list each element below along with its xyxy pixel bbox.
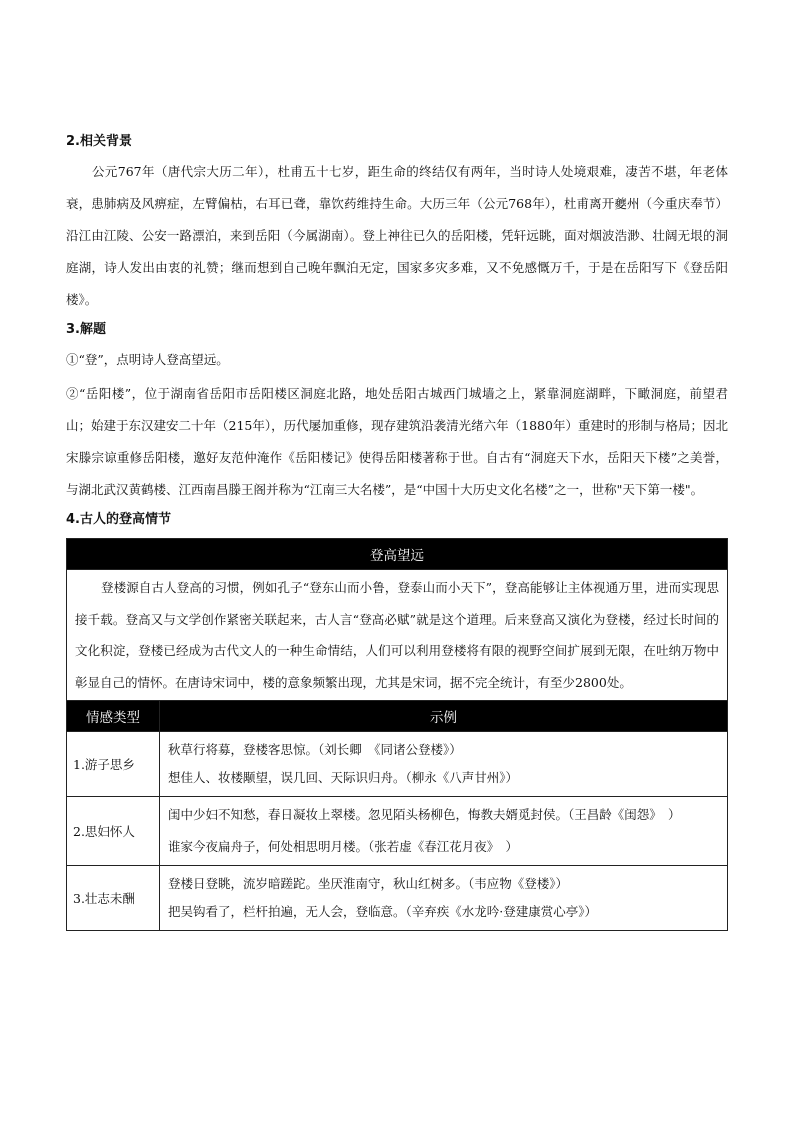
section-heading-background: 2.相关背景 bbox=[66, 134, 132, 149]
document-page bbox=[66, 128, 728, 931]
example-cell bbox=[160, 797, 728, 866]
example-line: 登楼日登眺，流岁暗蹉跎。坐厌淮南守，秋山红树多。（韦应物《登楼》） bbox=[168, 876, 569, 891]
explain-item-1: ①“登”，点明诗人登高望远。 bbox=[66, 352, 229, 367]
explain-item-2: ②“岳阳楼”，位于湖南省岳阳市岳阳楼区洞庭北路，地处岳阳古城西门城墙之上，紧靠洞庭湖畔，下瞰洞庭，前望君山；始建于东汉建安二十年（215年），历代屡加重修，现存建筑沿袭清光绪六年（1880年）重建时的形制与格局；因北宋滕宗谅重修岳阳楼，邀好友范仲淹作《岳阳楼记》使得岳阳楼著称于世。自古有“洞庭天下水，岳阳天下楼”之美誉，与湖北武汉黄鹤楼、江西南昌滕王阁并称为“江南三大名楼”，是“中国十大历史文化名楼”之一，世称"天下第一楼"。 bbox=[66, 386, 728, 497]
table-title: 登高望远 bbox=[67, 539, 728, 570]
table-intro-text: 登楼源自古人登高的习惯，例如孔子“登东山而小鲁，登泰山而小天下”，登高能够让主体视通万里，进而实现思接千载。登高又与文学创作紧密关联起来，古人言“登高必赋”就是这个道理。后来登高又演化为登楼，经过长时间的文化积淀，登楼已经成为古代文人的一种生命情结，人们可以利用登楼将有限的视野空间扩展到无限，在吐纳万物中彰显自己的情怀。在唐诗宋词中，楼的意象频繁出现，尤其是宋词，据不完全统计，有至少2800处。 bbox=[75, 580, 719, 690]
background-paragraph: 公元767年（唐代宗大历二年），杜甫五十七岁，距生命的终结仅有两年，当时诗人处境艰难，凄苦不堪，年老体衰，患肺病及风痹症，左臂偏枯，右耳已聋，靠饮药维持生命。大历三年（公元768年），杜甫离开夔州（今重庆奉节）沿江由江陵、公安一路漂泊，来到岳阳（今属湖南）。登上神往已久的岳阳楼，凭轩远眺，面对烟波浩渺、壮阔无垠的洞庭湖，诗人发出由衷的礼赞；继而想到自己晚年飘泊无定，国家多灾多难，又不免感慨万千，于是在岳阳写下《登岳阳楼》。 bbox=[66, 164, 728, 307]
column-header-type: 情感类型 bbox=[67, 701, 160, 732]
table-row bbox=[67, 866, 728, 931]
emotion-type-cell: 1.游子思乡 bbox=[67, 732, 160, 797]
table-row bbox=[67, 732, 728, 797]
section-heading-title-explain: 3.解题 bbox=[66, 322, 106, 337]
example-cell bbox=[160, 732, 728, 797]
example-line: 秋草行将募，登楼客思惊。（刘长卿 《同诸公登楼》） bbox=[168, 742, 462, 757]
example-line: 闺中少妇不知愁，春日凝妆上翠楼。忽见陌头杨柳色，悔教夫婿觅封侯。（王昌龄《闺怨》 ） bbox=[168, 807, 681, 822]
example-line: 谁家今夜扁舟子，何处相思明月楼。（张若虚《春江花月夜》 ） bbox=[168, 839, 519, 854]
emotion-type-cell: 3.壮志未酬 bbox=[67, 866, 160, 931]
example-line: 想佳人、妆楼颙望，误几回、天际识归舟。（柳永《八声甘州》） bbox=[168, 770, 519, 785]
column-header-example: 示例 bbox=[160, 701, 728, 732]
section-heading-climbing: 4.古人的登高情节 bbox=[66, 512, 171, 527]
example-cell bbox=[160, 866, 728, 931]
table-intro-cell bbox=[67, 570, 728, 701]
emotion-type-cell: 2.思妇怀人 bbox=[67, 797, 160, 866]
table-row bbox=[67, 797, 728, 866]
example-line: 把吴钩看了，栏杆拍遍，无人会，登临意。（辛弃疾《水龙吟·登建康赏心亭》） bbox=[168, 904, 597, 919]
climbing-table bbox=[66, 538, 728, 931]
